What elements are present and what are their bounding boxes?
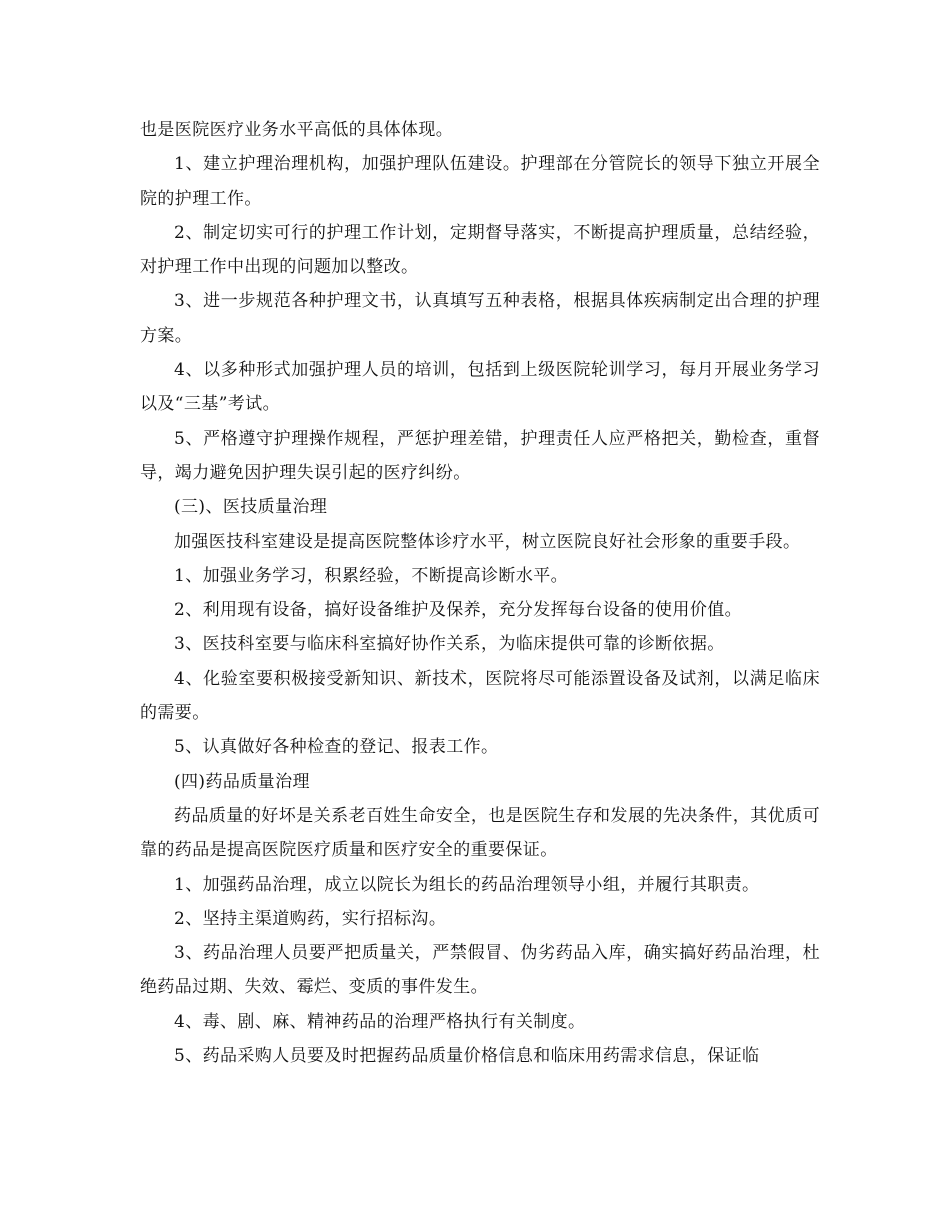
paragraph: 2、利用现有设备，搞好设备维护及保养，充分发挥每台设备的使用价值。 (174, 600, 743, 621)
paragraph: 4、化验室要积极接受新知识、新技术，医院将尽可能添置设备及试剂，以满足临床的需要。 (140, 668, 820, 724)
paragraph: 2、制定切实可行的护理工作计划，定期督导落实，不断提高护理质量，总结经验，对护理工作中出现的问题加以整改。 (140, 222, 820, 278)
paragraph: (四)药品质量治理 (174, 771, 310, 792)
paragraph: 也是医院医疗业务水平高低的具体体现。 (140, 120, 454, 140)
paragraph: 药品质量的好坏是关系老百姓生命安全，也是医院生存和发展的先决条件，其优质可靠的药品是提高医院医疗质量和医疗安全的重要保证。 (140, 805, 820, 861)
paragraph: 5、药品采购人员要及时把握药品质量价格信息和临床用药需求信息，保证临 (174, 1046, 760, 1067)
paragraph: 3、进一步规范各种护理文书，认真填写五种表格，根据具体疾病制定出合理的护理方案。 (140, 291, 820, 346)
document-body (140, 113, 820, 1073)
paragraph: 加强医技科室建设是提高医院整体诊疗水平，树立医院良好社会形象的重要手段。 (174, 531, 801, 552)
paragraph: 3、药品治理人员要严把质量关，严禁假冒、伪劣药品入库，确实搞好药品治理，杜绝药品过期、失效、霉烂、变质的事件发生。 (140, 943, 820, 998)
paragraph: 1、加强药品治理，成立以院长为组长的药品治理领导小组，并履行其职责。 (174, 874, 760, 895)
paragraph: 5、严格遵守护理操作规程，严惩护理差错，护理责任人应严格把关，勤检查，重督导，竭力避免因护理失误引起的医疗纠纷。 (140, 428, 820, 483)
paragraph: 4、以多种形式加强护理人员的培训，包括到上级医院轮训学习，每月开展业务学习以及“三基”考试。 (140, 360, 820, 415)
paragraph: 5、认真做好各种检查的登记、报表工作。 (174, 737, 499, 758)
paragraph: 4、毒、剧、麻、精神药品的治理严格执行有关制度。 (174, 1011, 586, 1032)
paragraph: (三)、医技质量治理 (174, 497, 328, 518)
paragraph: 1、建立护理治理机构，加强护理队伍建设。护理部在分管院长的领导下独立开展全院的护理工作。 (140, 154, 820, 209)
paragraph: 2、坚持主渠道购药，实行招标沟。 (174, 908, 447, 929)
paragraph: 3、医技科室要与临床科室搞好协作关系，为临床提供可靠的诊断依据。 (174, 634, 725, 655)
paragraph: 1、加强业务学习，积累经验，不断提高诊断水平。 (174, 565, 569, 586)
